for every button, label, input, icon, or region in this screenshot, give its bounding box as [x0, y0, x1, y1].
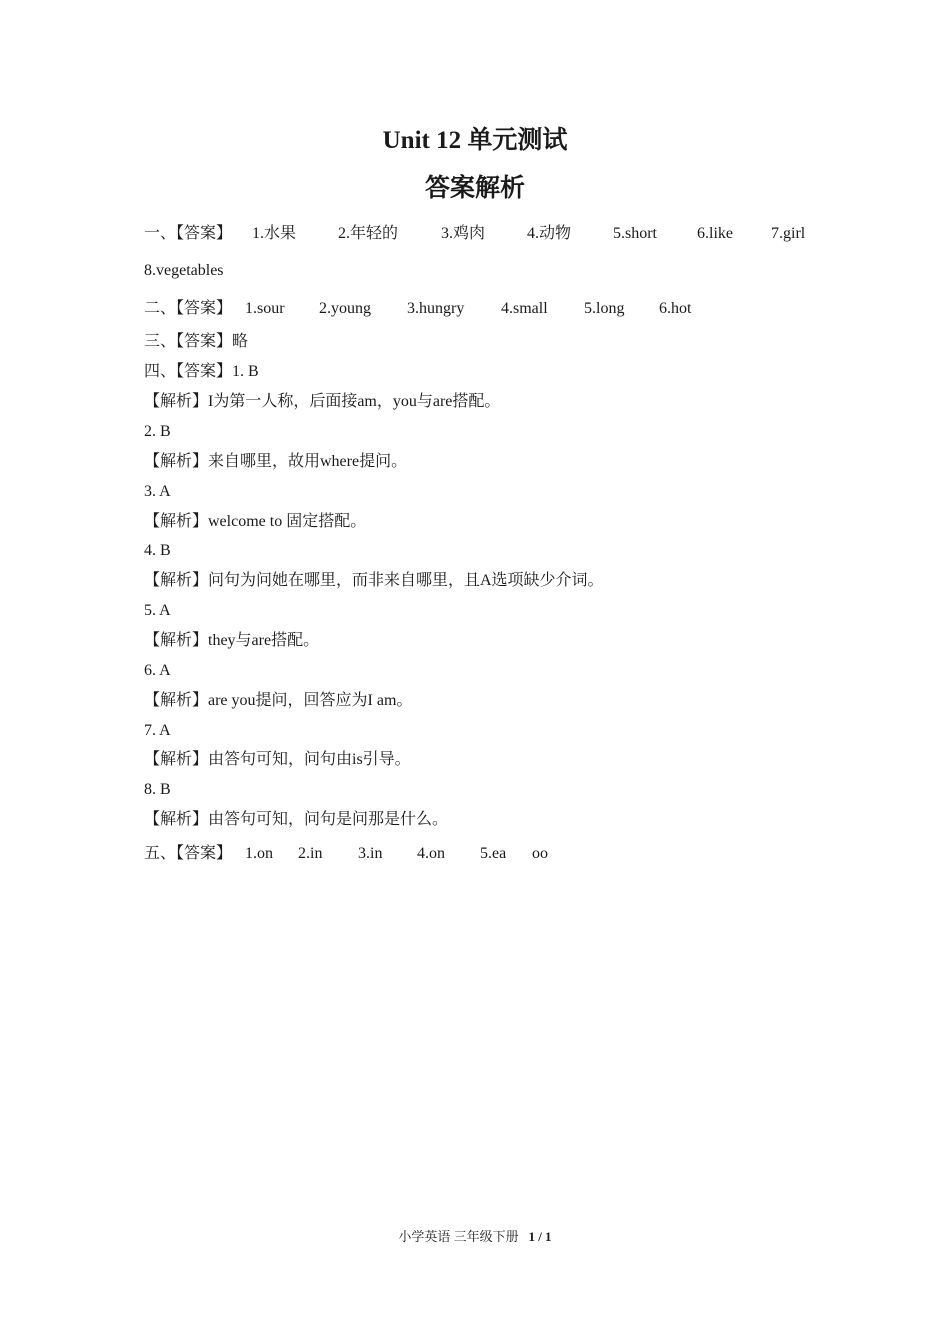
section-5-answer: 3.in — [358, 845, 383, 862]
answer-line: 6. A — [144, 662, 171, 679]
explanation-line: 【解析】由答句可知，问句是问那是什么。 — [144, 811, 449, 828]
section-1-answer: 5.short — [613, 225, 657, 242]
section-5-prefix: 五、【答案】 — [144, 845, 233, 862]
explanation-line: 【解析】are you提问，回答应为I am。 — [144, 692, 413, 709]
page-number: 1 / 1 — [528, 1229, 552, 1244]
section-1-answer: 8.vegetables — [144, 262, 224, 279]
footer-label: 小学英语 三年级下册 — [398, 1229, 519, 1244]
explanation-line: 【解析】they与are搭配。 — [144, 632, 320, 649]
explanation-line: 【解析】来自哪里，故用where提问。 — [144, 453, 408, 470]
section-2-prefix: 二、【答案】 — [144, 300, 233, 317]
answer-line: 5. A — [144, 602, 171, 619]
section-1-answer: 3.鸡肉 — [441, 225, 486, 242]
answer-line: 7. A — [144, 722, 171, 739]
section-2-answer: 3.hungry — [407, 300, 465, 317]
answer-line: 8. B — [144, 781, 171, 798]
section-1-prefix: 一、【答案】 — [144, 225, 233, 242]
section-3: 三、【答案】略 — [144, 333, 249, 350]
section-4-answer: 四、【答案】1. B — [144, 363, 259, 380]
section-2-answer: 6.hot — [659, 300, 692, 317]
answer-line: 3. A — [144, 483, 171, 500]
explanation-line: 【解析】welcome to 固定搭配。 — [144, 513, 367, 530]
section-5-answer: 2.in — [298, 845, 323, 862]
explanation-line: 【解析】问句为问她在哪里，而非来自哪里，且A选项缺少介词。 — [144, 572, 604, 589]
section-1-answer: 1.水果 — [252, 225, 297, 242]
section-1-answer: 4.动物 — [527, 225, 572, 242]
section-5-answer: 5.ea — [480, 845, 507, 862]
section-2-answer: 4.small — [501, 300, 548, 317]
page-subtitle: 答案解析 — [424, 175, 525, 202]
section-1-answer: 2.年轻的 — [338, 225, 399, 242]
page-title: Unit 12 单元测试 — [382, 127, 568, 154]
section-2-answer: 5.long — [584, 300, 625, 317]
section-5-answer: 1.on — [245, 845, 273, 862]
section-5-answer: 4.on — [417, 845, 445, 862]
section-1-answer: 7.girl — [771, 225, 806, 242]
section-2-answer: 2.young — [319, 300, 371, 317]
section-1-answer: 6.like — [697, 225, 733, 242]
section-5-answer: oo — [532, 845, 548, 862]
answer-line: 2. B — [144, 423, 171, 440]
answer-line: 4. B — [144, 542, 171, 559]
explanation-line: 【解析】I为第一人称，后面接am，you与are搭配。 — [144, 393, 501, 410]
page-footer — [0, 1230, 950, 1243]
section-2-answer: 1.sour — [245, 300, 285, 317]
explanation-line: 【解析】由答句可知，问句由is引导。 — [144, 751, 411, 768]
